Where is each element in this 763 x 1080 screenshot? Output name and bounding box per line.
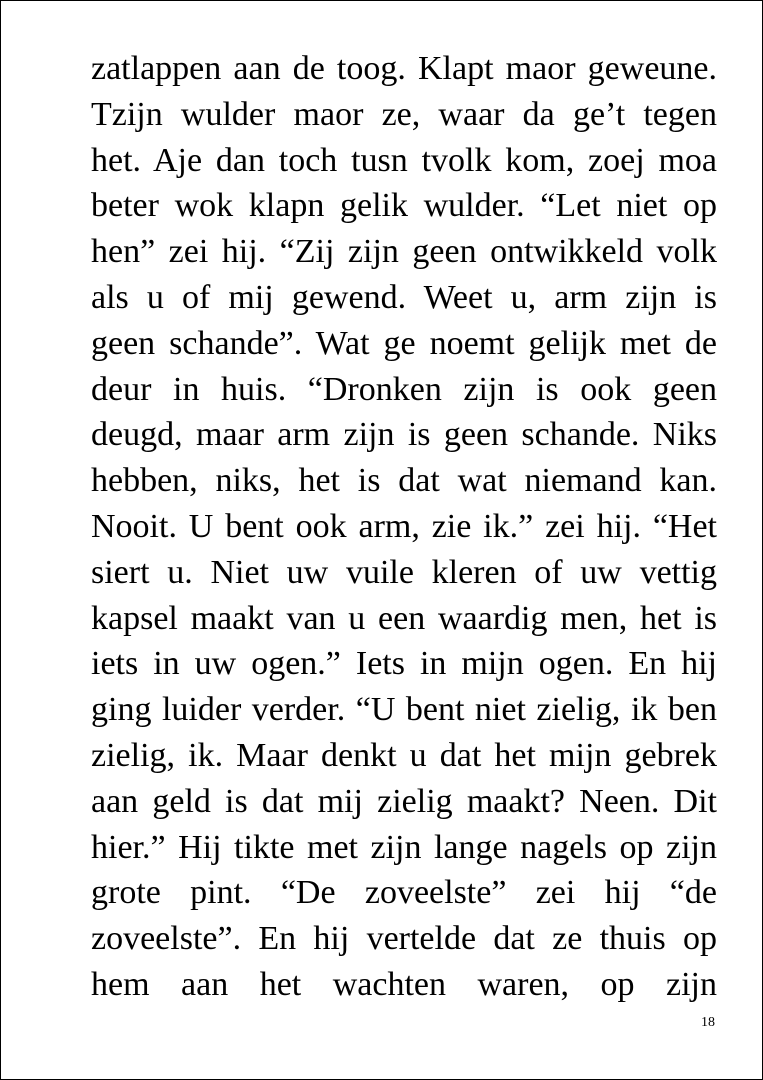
text-line: hem aan het wachten waren, op zijn — [91, 965, 717, 1003]
text-line: geen schande”. Wat ge noemt gelijk met de — [91, 324, 717, 362]
text-line: siert u. Niet uw vuile kleren of uw vettig — [91, 553, 717, 591]
text-line: zoveelste”. En hij vertelde dat ze thuis op — [91, 920, 717, 958]
text-line: grote pint. “De zoveelste” zei hij “de — [91, 874, 717, 912]
text-line: kapsel maakt van u een waardig men, het is — [91, 599, 717, 637]
text-line: Tzijn wulder maor ze, waar da ge’t tegen — [91, 95, 717, 133]
text-line: zatlappen aan de toog. Klapt maor geweune. — [91, 50, 717, 87]
text-line: beter wok klapn gelik wulder. “Let niet op — [91, 187, 717, 225]
text-line: iets in uw ogen.” Iets in mijn ogen. En hij — [91, 645, 717, 683]
text-line: als u of mij gewend. Weet u, arm zijn is — [91, 278, 717, 316]
text-line: deugd, maar arm zijn is geen schande. Niks — [91, 416, 717, 454]
text-line: het. Aje dan toch tusn tvolk kom, zoej moa — [91, 141, 717, 179]
text-line: hebben, niks, het is dat wat niemand kan. — [91, 462, 717, 500]
page-number: 18 — [701, 1015, 715, 1030]
text-line: hier.” Hij tikte met zijn lange nagels op zijn — [91, 828, 717, 866]
text-line: deur in huis. “Dronken zijn is ook geen — [91, 370, 717, 408]
body-text — [91, 46, 717, 1008]
text-line: hen” zei hij. “Zij zijn geen ontwikkeld volk — [91, 233, 717, 271]
text-line: ging luider verder. “U bent niet zielig, ik ben — [91, 691, 717, 729]
text-line: Nooit. U bent ook arm, zie ik.” zei hij. “Het — [91, 507, 717, 545]
text-line: aan geld is dat mij zielig maakt? Neen. Dit — [91, 782, 717, 820]
text-line: zielig, ik. Maar denkt u dat het mijn gebrek — [91, 736, 717, 774]
